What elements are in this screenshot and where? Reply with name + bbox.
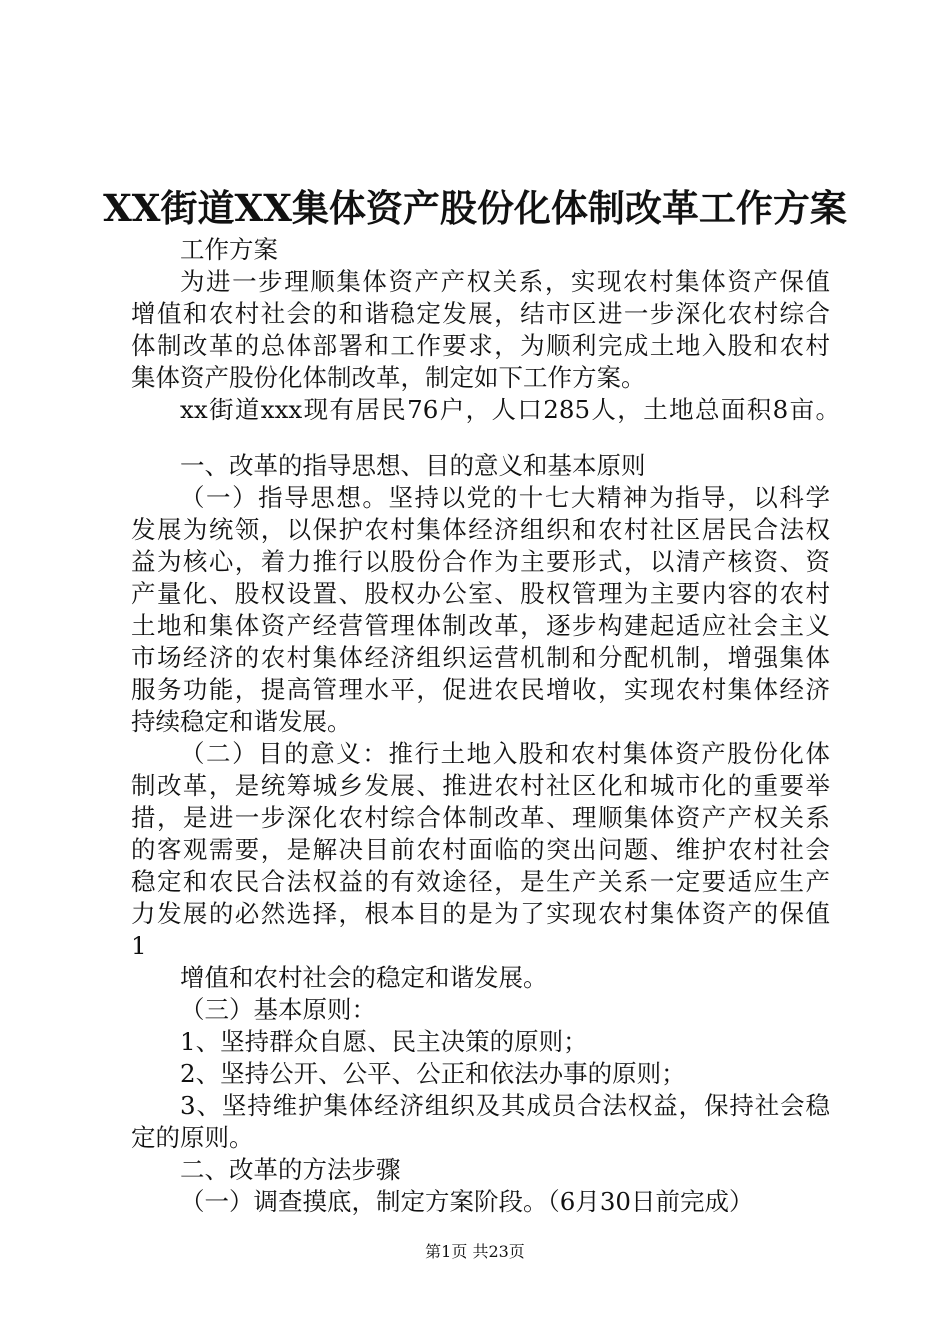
paragraph-line: 制改革，是统筹城乡发展、推进农村社区化和城市化的重要举: [131, 771, 830, 800]
paragraph-line: 1、坚持群众自愿、民主决策的原则；: [180, 1027, 588, 1056]
paragraph-line: 2、坚持公开、公平、公正和依法办事的原则；: [180, 1059, 686, 1088]
paragraph-line: 稳定和农民合法权益的有效途径，是生产关系一定要适应生产: [131, 867, 830, 896]
paragraph-line: 增值和农村社会的和谐稳定发展，结市区进一步深化农村综合: [131, 299, 830, 328]
paragraph-line: xx街道xxx现有居民76户，人口285人，土地总面积8亩。: [180, 395, 840, 424]
paragraph-line: （二）目的意义：推行土地入股和农村集体资产股份化体: [180, 739, 830, 768]
paragraph-line: 的客观需要，是解决目前农村面临的突出问题、维护农村社会: [131, 835, 830, 864]
paragraph-line: 力发展的必然选择，根本目的是为了实现农村集体资产的保值: [131, 899, 830, 928]
page-break-number: 1: [131, 931, 147, 960]
paragraph-line: （一）指导思想。坚持以党的十七大精神为指导，以科学: [180, 483, 830, 512]
paragraph-line: 为进一步理顺集体资产产权关系，实现农村集体资产保值: [180, 267, 830, 296]
paragraph-line: 体制改革的总体部署和工作要求，为顺利完成土地入股和农村: [131, 331, 830, 360]
paragraph-line: 3、坚持维护集体经济组织及其成员合法权益，保持社会稳: [180, 1091, 830, 1120]
paragraph-line: 市场经济的农村集体经济组织运营机制和分配机制，增强集体: [131, 643, 830, 672]
paragraph-line: 产量化、股权设置、股权办公室、股权管理为主要内容的农村: [131, 579, 830, 608]
section-heading-line: 二、改革的方法步骤: [180, 1155, 401, 1184]
paragraph-line: （三）基本原则：: [180, 995, 376, 1024]
section-heading-line: 工作方案: [180, 235, 278, 264]
paragraph-line: 发展为统领，以保护农村集体经济组织和农村社区居民合法权: [131, 515, 830, 544]
paragraph-line: 益为核心，着力推行以股份合作为主要形式，以清产核资、资: [131, 547, 830, 576]
document-title: XX街道XX集体资产股份化体制改革工作方案: [103, 186, 847, 230]
paragraph-line: 服务功能，提高管理水平，促进农民增收，实现农村集体经济: [131, 675, 830, 704]
page-footer: 第1页 共23页: [425, 1242, 525, 1261]
paragraph-line: 增值和农村社会的稳定和谐发展。: [180, 963, 548, 992]
paragraph-line: 定的原则。: [131, 1123, 254, 1152]
paragraph-line: 持续稳定和谐发展。: [131, 707, 352, 736]
paragraph-line: （一）调查摸底，制定方案阶段。（6月30日前完成）: [180, 1187, 754, 1216]
section-heading-line: 一、改革的指导思想、目的意义和基本原则: [180, 451, 646, 480]
paragraph-line: 土地和集体资产经营管理体制改革，逐步构建起适应社会主义: [131, 611, 830, 640]
paragraph-line: 集体资产股份化体制改革，制定如下工作方案。: [131, 363, 646, 392]
paragraph-line: 措，是进一步深化农村综合体制改革、理顺集体资产产权关系: [131, 803, 830, 832]
